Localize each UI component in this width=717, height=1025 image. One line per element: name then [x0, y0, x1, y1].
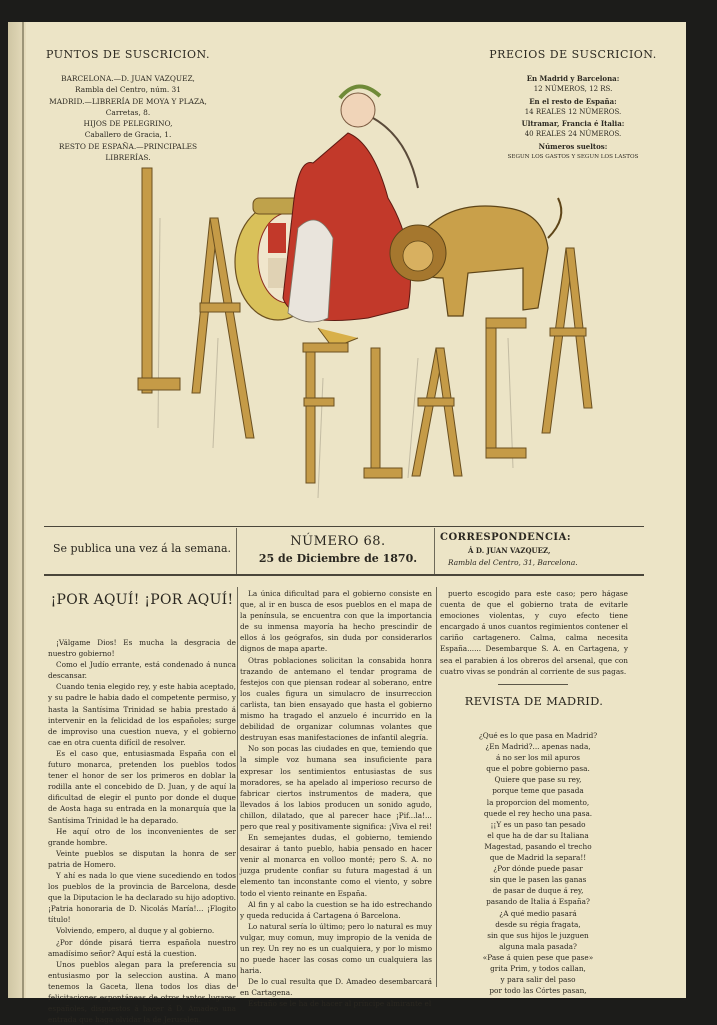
- column-divider: [237, 587, 238, 987]
- verse-line: alguna mala pasada?: [499, 941, 577, 951]
- masthead-letter-a2: [412, 348, 462, 476]
- issue-bar-top-rule: [44, 526, 644, 527]
- paragraph: Volviendo, empero, al duque y al gobierno.: [56, 926, 215, 936]
- revista-title: REVISTA DE MADRID.: [464, 694, 604, 708]
- verse-line: el que ha de dar su Italiana: [487, 830, 589, 840]
- verse-line: de pasar de duque á rey,: [492, 886, 584, 896]
- page-border: [22, 22, 24, 998]
- paragraph: No son pocas las ciudades en que, temiendo que la simple voz humana sea insuficiente para expresar los sentimientos entusiastas de sus moradores, se ha apelado al imperioso recurso de fabricar ciertos instrumentos de madera, que llevados á los labios producen un sonido agudo, chillon, dilatado, que al parecer hace ¡Pif...la!... pero que real y positivamente significa: ¡Viva el rei!: [240, 744, 432, 831]
- paragraph: ¿Por dónde pisará tierra española nuestro amadísimo señor? Aquí está la cuestion.: [48, 937, 236, 958]
- lion: [390, 198, 561, 316]
- verse-line: ¿En Madrid?... apenas nada,: [485, 742, 591, 752]
- verse-line: á no ser los mil apuros: [496, 753, 580, 763]
- price-line: 12 NÚMEROS, 12 RS.: [533, 85, 613, 94]
- verse-line: ¿Por dónde puede pasar: [493, 864, 583, 874]
- price-line: En Madrid y Barcelona:: [526, 74, 620, 83]
- verse-line: desde su régia fragata,: [495, 919, 581, 929]
- paragraph: Lo natural sería lo último; pero lo natural es muy vulgar, muy comun, muy impropio de la venida de un rey. Un rey no es un cualquiera, y por lo mismo no puede hacer las cosas como un cualquiera las haria.: [240, 921, 432, 976]
- article-column-3: [440, 588, 628, 677]
- masthead-title: LA FLACA: [118, 33, 203, 52]
- price-line: SEGUN LOS GASTOS Y SEGUN LOS LASTOS: [507, 154, 639, 161]
- issue-number-block: [243, 534, 433, 565]
- correspondence-name: Á D. JUAN VAZQUEZ,: [468, 546, 551, 555]
- paragraph: Y ahí es nada lo que viene sucediendo en todos los pueblos de la provincia de Barcelona, desde que la Diputacion le ha declarado su hijo adoptivo. ¡Patria honoraria de D. Nicolás María!... ¡Flogito título!: [48, 870, 236, 925]
- verse-line: ¡¡Y es un paso tan pesado: [490, 819, 586, 829]
- paragraph: He aquí otro de los inconvenientes de ser grande hombre.: [48, 826, 236, 847]
- masthead-letter-c: [486, 318, 526, 458]
- verse-line: la proporcion del momento,: [486, 797, 590, 807]
- correspondence-address: Rambla del Centro, 31, Barcelona.: [448, 558, 578, 567]
- verse-line: «Pase á quien pese que pase»: [482, 952, 594, 962]
- paragraph: Cuando tenia elegido rey, y este habia aceptado, y su padre le habia dado el competente permiso, y hasta la Santísima Trinidad se habia prestado á intervenir en la felicidad de los españoles; surge de improviso una cuestion nueva, y el gobierno cae en otra cuenta difícil de resolver.: [48, 682, 236, 747]
- price-line: 40 REALES 24 NÚMEROS.: [524, 130, 622, 139]
- verse-line: Magestad, pasando el trecho: [484, 841, 592, 851]
- paragraph: Otras poblaciones solicitan la consabida honra trazando de antemano el tendar programa de festejos con que piensan rodear al soberano, entre los cuales figura un simulacro de insurreccion carlista, tan bien ensayado que hasta el gobierno mismo ha tragado el anzuelo é incurrido en la debilidad de organizar columnas volantes que destruyan esas manifestaciones de infantil alegría.: [240, 655, 432, 743]
- paragraph: Como el Judío errante, está condenado á nunca descansar.: [48, 660, 236, 681]
- subscription-line: Carretas, 8.: [105, 107, 151, 117]
- section-ornament: [498, 684, 568, 685]
- masthead-letter-f: [303, 343, 348, 483]
- subscription-line: Caballero de Gracia, 1.: [84, 130, 172, 140]
- verse-line: que el pobre gobierno pasa.: [486, 764, 590, 774]
- issue-bar-divider: [236, 528, 237, 574]
- verse-line: porque teme que pasada: [492, 786, 584, 796]
- issue-bar-divider: [434, 528, 435, 574]
- article-column-1: [48, 637, 236, 1025]
- article-column-2: [240, 588, 432, 1010]
- correspondence-block: [440, 532, 620, 567]
- subscription-points-heading: PUNTOS DE SUSCRICION.: [46, 48, 210, 61]
- paragraph: Veinte pueblos se disputan la honra de ser patria de Homero.: [48, 848, 236, 869]
- price-line: Ultramar, Francia é Italia:: [521, 119, 625, 129]
- newspaper-page: [8, 22, 686, 1025]
- verse-line: por todo las Córtes pasan,: [489, 986, 587, 996]
- subscription-line: MADRID.—LIBRERÍA DE MOYA Y PLAZA,: [49, 96, 207, 106]
- verse-line: ¿A qué medio pasará: [499, 908, 577, 918]
- publication-frequency: Se publica una vez á la semana.: [52, 542, 232, 555]
- subscription-line: HIJOS DE PELEGRINO,: [83, 119, 173, 129]
- subscription-line: BARCELONA.—D. JUAN VAZQUEZ,: [61, 74, 195, 83]
- paragraph: Estraño se le ha de hacer al príncipe almirante el: [248, 999, 432, 1009]
- price-line: Números sueltos:: [538, 141, 608, 151]
- masthead-letter-l2: [364, 348, 402, 478]
- price-line: 14 REALES 12 NÚMEROS.: [524, 107, 622, 116]
- paragraph: En semejantes dudas, el gobierno, temiendo desairar á tanto pueblo, habia pensado en hacer venir al monarca en volloo monté; pero S. A. no juzga prudente confiar su futura magestad á un elemento tan inconstante como el viento, y sobre todo el viento reinante en España.: [240, 833, 432, 898]
- paragraph: La única dificultad para el gobierno consiste en que, al ir en busca de esos pueblos en el mapa de la península, se encuentra con que la importancia de su inmensa mayoría ha hecho prescindir de ellos á los geógrafos, sin duda por considerarlos dignos de mapa aparte.: [240, 589, 432, 654]
- subscription-prices-heading: PRECIOS DE SUSCRICION.: [489, 48, 657, 61]
- allegorical-figure: [283, 86, 418, 348]
- verse-line: que de Madrid la separa!!: [489, 853, 587, 863]
- paragraph: puerto escogido para este caso; pero hágase cuenta de que el gobierno trata de evitarle emociones violentas, y cuyo efecto tiene encargado á unos cuantos regimientos contener el cariño cartagenero. Calma, calma necesita España...... Desembarque S. A. en Cartagena, y sea el parabien á los obreros del arsenal, que con cuatro vivas se pondrán al corriente de sus pagas.: [440, 589, 628, 676]
- issue-bar-bottom-rule: [44, 574, 644, 576]
- verse-line: y para salir del paso: [500, 975, 576, 985]
- correspondence-label: CORRESPONDENCIA:: [440, 532, 572, 543]
- article-title: ¡POR AQUÍ! ¡POR AQUÍ!: [50, 592, 234, 608]
- paragraph: De lo cual resulta que D. Amadeo desembarcará en Cartagena.: [240, 977, 432, 998]
- verse-line: ¿Qué es lo que pasa en Madrid?: [478, 731, 598, 740]
- subscription-line: LIBRERÍAS.: [105, 153, 151, 163]
- paragraph: Al fin y al cabo la cuestion se ha ido estrechando y queda reducida á Cartagena ó Barcelona.: [240, 899, 432, 920]
- issue-number: NÚMERO 68.: [290, 534, 386, 549]
- masthead-letter-a3: [542, 248, 592, 433]
- paragraph: ¡Válgame Dios! Es mucha la desgracia de nuestro gobierno!: [48, 638, 236, 659]
- subscription-line: RESTO DE ESPAÑA.—PRINCIPALES: [58, 141, 198, 151]
- revista-verse: [448, 730, 628, 996]
- verse-line: sin que sus hijos le juzguen: [487, 930, 589, 940]
- paragraph: Unos pueblos alegan para la preferencia su entusiasmo por la seleccion austina. A mano tenemos la Gaceta, llena todos los dias de felicitaciones espontáneas de otros tantos lugares españoles, dispuestos á hacer á D. Amadeo una entrada que haga olvidar la de Jerusalen.: [48, 959, 236, 1025]
- verse-line: sin que le pasen las ganas: [489, 875, 587, 885]
- verse-line: quede el rey hecho una pasa.: [483, 808, 593, 818]
- price-line: En el resto de España:: [529, 96, 617, 106]
- verse-line: Quiere que pase su rey,: [494, 775, 582, 785]
- masthead-illustration: [118, 33, 628, 488]
- column-divider: [436, 587, 437, 987]
- issue-date: 25 de Diciembre de 1870.: [258, 552, 418, 565]
- subscription-line: Rambla del Centro, núm. 31: [75, 85, 181, 95]
- verse-line: pasando de Italia á España?: [486, 897, 590, 907]
- verse-line: grita Prim, y todos callan,: [490, 963, 586, 973]
- paragraph: Es el caso que, entusiasmada España con el futuro monarca, pretenden los pueblos todos tener el honor de ser los primeros en doblar la rodilla ante el concebido de D. Juan, y de aquí la dificultad de elegir el punto por donde el duque de Aosta haga su entrada en la monarquía que la Santísima Trinidad le ha deparado.: [48, 748, 236, 825]
